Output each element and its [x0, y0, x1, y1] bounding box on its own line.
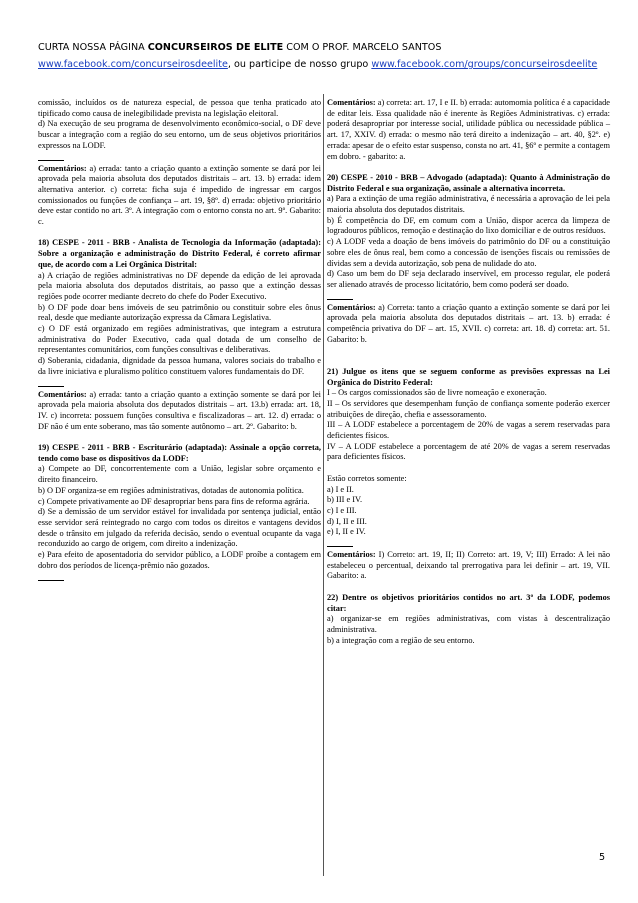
option-c: c) I e III.: [327, 505, 357, 515]
option-a: a) Para a extinção de uma região administrativa, é necessária a aprovação de lei pela maioria absoluta dos deputados distritais.: [327, 194, 610, 215]
header-promo-line: [38, 39, 608, 56]
header-promo-brand: CONCURSEIROS DE ELITE: [147, 42, 284, 53]
comment-label: Comentários:: [327, 302, 376, 312]
left-column: [38, 98, 321, 584]
comment-label: Comentários:: [327, 98, 376, 107]
question-prompt: Estão corretos somente:: [327, 473, 407, 483]
item-iii: III – A LODF estabelece a porcentagem de 20% de vagas a serem reservadas para deficientes físicos.: [327, 420, 610, 441]
comment-label: Comentários:: [38, 163, 87, 173]
option-e: e) I, II e IV.: [327, 527, 366, 537]
facebook-group-link[interactable]: www.facebook.com/groups/concurseirosdeelite: [371, 59, 598, 70]
option-d: d) Soberania, cidadania, dignidade da pessoa humana, valores sociais do trabalho e da livre iniciativa e pluralismo político constituem valores fundamentais do DF.: [38, 356, 321, 376]
comment-label: Comentários:: [38, 389, 87, 399]
separator-rule: [38, 574, 64, 581]
comment-block: [38, 390, 321, 433]
separator-rule: [327, 293, 353, 300]
separator-rule: [38, 380, 64, 387]
facebook-page-link[interactable]: www.facebook.com/concurseirosdeelite: [38, 59, 228, 70]
option-d: d) Caso um bem do DF seja declarado inservível, em processo regular, ele poderá ser alienado através de processo licitatório, bem como poderá ser doado.: [327, 269, 610, 289]
option-b: b) a integração com a região de seu entorno.: [327, 635, 475, 645]
separator-rule: [327, 540, 353, 547]
separator-rule: [38, 154, 64, 161]
item-ii: II – Os servidores que desempenham função de confiança somente poderão exercer atribuições de direção, chefia e assessoramento.: [327, 398, 610, 419]
question-21-heading: 21) Julgue os itens que se seguem conforme as previsões expressas na Lei Orgânica do Distrito Federal:: [327, 366, 610, 387]
option-c: c) Compete privativamente ao DF desapropriar bens para fins de reforma agrária.: [38, 496, 310, 506]
right-column: [327, 98, 610, 646]
comment-text: a) Correta: tanto a criação quanto a extinção somente se dará por lei aprovada pela maioria absoluta dos deputados distritais – art. 13. b) errada: é competência privativa do DF – art. 15, XVII. c) correta: art. 18. d) correta: art. 51. Gabarito: b.: [327, 302, 610, 344]
comment-text: I) Correto: art. 19, II; II) Correto: art. 19, V; III) Errado: A lei não estabeleceu o percentual, deixando tal prerrogativa para lei definir – art. 19, VII. Gabarito: a.: [327, 550, 610, 581]
question-22-heading: 22) Dentre os objetivos prioritários contidos no art. 3º da LODF, podemos citar:: [327, 592, 610, 613]
comment-label: Comentários:: [327, 550, 376, 560]
option-d: d) I, II e III.: [327, 516, 367, 526]
item-iv: IV – A LODF estabelece a porcentagem de até 20% de vagas a serem reservadas para deficientes físicos.: [327, 441, 610, 462]
header-links-mid: , ou participe de nosso grupo: [227, 59, 372, 70]
option-b: b) O DF organiza-se em regiões administrativas, dotadas de autonomia política.: [38, 485, 304, 495]
option-a: a) Compete ao DF, concorrentemente com a União, legislar sobre orçamento e direito financeiro.: [38, 464, 321, 485]
comment-text: a) errada: tanto a criação quanto a extinção somente se dará por lei aprovada pela maioria absoluta dos deputados distritais – art. 13.b) errada: art. 18, IV. c) incorreta: possuem funções consultiva e fiscalizadoras – art. 12. d) errada: o DF não é um ente soberano, mas tão somente autônomo – art. 2º. Gabarito: b.: [38, 389, 321, 431]
header-promo-post: COM O PROF. MARCELO SANTOS: [283, 42, 442, 53]
comment-text: a) correta: art. 17, I e II. b) errada: automomia política é a capacidade de editar leis. Essa qualidade não é inerente às Regiões Administrativas. c) errada: poderá desapropriar por interesse social, utilidade pública ou necessidade pública – art. 17, XXIV. d) errada: o mesmo não terá direito a indenização – art. 40, §2º. e) errada: apesar de o efeito estar suspenso, consta no art. 41, §6º e permite a contagem em dobro. - gabarito: a.: [327, 98, 610, 161]
question-20-heading: 20) CESPE - 2010 - BRB – Advogado (adaptada): Quanto à Administração do Distrito Federal e sua organização, assinale a alternativa incorreta.: [327, 172, 610, 193]
header-links-line: [38, 56, 608, 73]
header-promo-pre: CURTA NOSSA PÁGINA: [38, 42, 148, 53]
comment-text: a) errada: tanto a criação quanto a extinção somente se dará por lei aprovada pela maioria absoluta dos deputados distritais – art. 13. b) errada: idem alternativa anterior. c) correta: ficha suja é impedido de ingressar em cargos comissionados ou funções de confiança – art. 19, §8º. d) errada: objetivo prioritário deve estar contido no art. 3º. A integração com o entorno consta no art. 9º. Gabarito: c.: [38, 163, 321, 227]
comment-block: [327, 98, 610, 162]
option-a: a) organizar-se em regiões administrativas, com vistas à descentralização administrativa.: [327, 614, 610, 634]
comment-block: [38, 164, 321, 228]
column-divider: [323, 94, 324, 876]
page-number: 5: [599, 852, 606, 863]
option-b: b) III e IV.: [327, 495, 363, 505]
option-c: c) O DF está organizado em regiões administrativas, que integram a estrutura administrativa do Poder Executivo, cada qual dotada de um conselho de representantes comunitários, com funções consultivas e deliberativas.: [38, 324, 321, 355]
option-b: b) O DF pode doar bens imóveis de seu patrimônio ou constituir sobre eles ônus real, desde que mediante autorização expressa da Câmara Legislativa.: [38, 302, 321, 323]
option-e: e) Para efeito de aposentadoria do servidor público, a LODF proíbe a contagem em dobro dos períodos de licença-prêmio não gozados.: [38, 550, 321, 570]
paragraph: d) Na execução de seu programa de desenvolvimento econômico-social, o DF deve buscar a integração com a região do seu entorno, um de seus objetivos prioritários expressos na LODF.: [38, 119, 321, 150]
question-19-heading: 19) CESPE - 2011 - BRB - Escriturário (adaptada): Assinale a opção correta, tendo como base os dispositivos da LODF:: [38, 443, 321, 463]
question-18-heading: 18) CESPE - 2011 - BRB - Analista de Tecnologia da Informação (adaptada): Sobre a organização e administração do Distrito Federal, é correto afirmar que, de acordo com a Lei Orgânica Distrital:: [38, 238, 321, 269]
comment-block: [327, 303, 610, 346]
option-c: c) A LODF veda a doação de bens imóveis do patrimônio do DF ou a constituição sobre eles de ônus real, bem como a concessão de isenções fiscais ou remissões de dívidas sem a devida autorização, sob pena de nulidade do ato.: [327, 237, 610, 268]
option-a: a) I e II.: [327, 484, 354, 494]
comment-block: [327, 550, 610, 582]
page-header: [38, 39, 608, 73]
item-i: I – Os cargos comissionados são de livre nomeação e exoneração.: [327, 388, 547, 398]
option-d: d) Se a demissão de um servidor estável for invalidada por sentença judicial, então esse servidor será reintegrado no cargo com todos os direitos e vantagens devidos desde o trânsito em julgado da referida decisão, sendo o eventual ocupante da vaga reconduzido ao cargo de origem, com direito a indenização.: [38, 507, 321, 549]
option-a: a) A criação de regiões administrativas no DF depende da edição de lei aprovada pela maioria absoluta dos deputados distritais, ao passo que a extinção dessas regiões pode ocorrer mediante decreto do chefe do Poder Executivo.: [38, 270, 321, 301]
paragraph: comissão, incluídos os de natureza especial, de pessoa que tenha praticado ato tipificado como causa de inelegibilidade prevista na legislação eleitoral.: [38, 98, 321, 118]
option-b: b) É competência do DF, em comum com a União, dispor acerca da limpeza de logradouros públicos, remoção e destinação do lixo domiciliar e de outros resíduos.: [327, 215, 610, 236]
